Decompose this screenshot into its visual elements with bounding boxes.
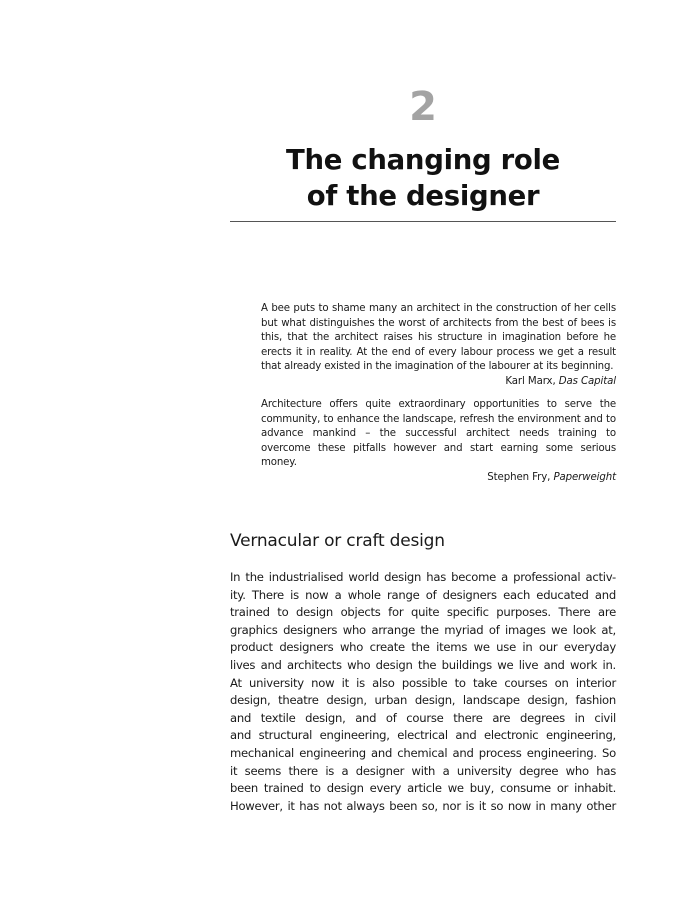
body-line: In the industrialised world design has become a professional activ- (230, 570, 616, 584)
body-line: product designers who create the items we use in our everyday (230, 640, 616, 655)
body-line: and textile design, and of course there are degrees in civil (230, 710, 616, 725)
epigraph-attribution-2 (261, 471, 616, 486)
body-line: been trained to design every article we buy, consume or inhabit. (230, 781, 616, 796)
body-paragraph (230, 569, 616, 815)
epigraphs (261, 302, 616, 494)
chapter-title (230, 142, 616, 214)
epigraph-quote-1: A bee puts to shame many an architect in the construction of her cells but what distinguishes the worst of architects from the best of bees is this, that the architect raises his structure in imagination before he erects it in reality. At the end of every labour process we get a result that already existed in the imagination of the labourer at its beginning. (261, 303, 616, 372)
title-divider (230, 221, 616, 222)
body-line: However, it has not always been so, nor is it so now in many other (230, 798, 616, 813)
body-line: graphics designers who arrange the myriad of images we look at, (230, 622, 616, 637)
epigraph-quote-2: Architecture offers quite extraordinary opportunities to serve the community, to enhance the landscape, refresh the environment and to advance mankind – the successful architect needs training to overcome these pitfalls however and start earning some serious money. (261, 399, 616, 468)
chapter-title-line-2: of the designer (306, 180, 540, 212)
body-line: trained to design objects for quite specific purposes. There are (230, 605, 616, 620)
body-line: and structural engineering, electrical and electronic engineering, (230, 728, 616, 743)
epigraph-author-1: Karl Marx, (505, 375, 556, 387)
epigraph-attribution-1 (261, 375, 616, 390)
body-line: design, theatre design, urban design, landscape design, fashion (230, 693, 616, 708)
body-line: lives and architects who design the buildings we live and work in. (230, 657, 616, 672)
chapter-number: 2 (409, 84, 437, 130)
chapter-title-line-1: The changing role (286, 144, 560, 176)
section-heading: Vernacular or craft design (230, 531, 445, 551)
body-line: it seems there is a designer with a university degree who has (230, 763, 616, 778)
body-line: ity. There is now a whole range of designers each educated and (230, 587, 616, 602)
epigraph-work-1: Das Capital (558, 375, 616, 387)
epigraph-author-2: Stephen Fry, (487, 471, 551, 483)
body-line: At university now it is also possible to take courses on interior (230, 675, 616, 690)
epigraph-work-2: Paperweight (553, 471, 616, 483)
body-line: mechanical engineering and chemical and process engineering. So (230, 745, 616, 760)
